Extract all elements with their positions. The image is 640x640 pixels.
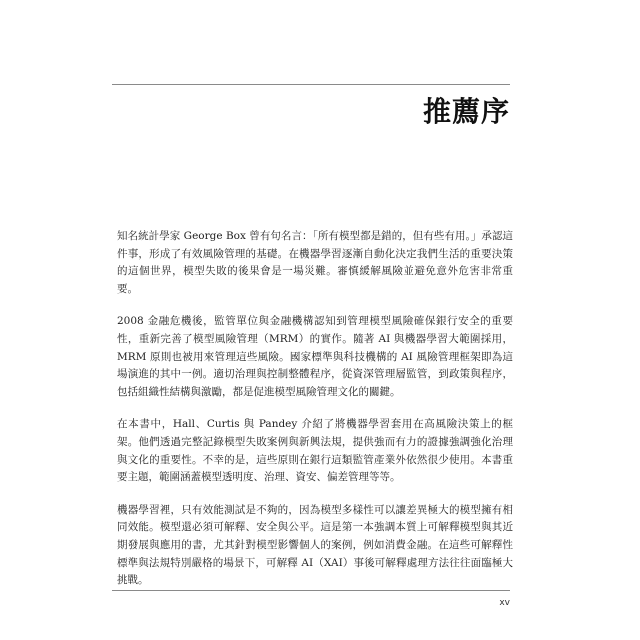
body-text	[117, 228, 513, 605]
paragraph: 在本書中，Hall、Curtis 與 Pandey 介紹了將機器學習套用在高風險決策上的框架。他們透過完整記錄模型失敗案例與新興法規，提供強而有力的證據強調強化治理與文化的重要性。不幸的是，這些原則在銀行這類監管產業外依然很少使用。本書重要主題，範圍涵蓋模型透明度、治理、資安、偏差管理等等。	[117, 418, 513, 484]
header-rule	[112, 84, 510, 85]
footer-rule	[112, 590, 510, 591]
page-title: 推薦序	[422, 95, 510, 128]
page-number: xv	[499, 598, 510, 608]
paragraph: 2008 金融危機後，監管單位與金融機構認知到管理模型風險確保銀行安全的重要性，重新完善了模型風險管理（MRM）的實作。隨著 AI 與機器學習大範圍採用，MRM 原則也被用來管理這些風險。國家標準與科技機構的 AI 風險管理框架即為這場演進的其中一例。適切治理與控制整體程序，從資深管理層監管，到政策與程序，包括組織性結構與激勵，都是促進模型風險管理文化的關鍵。	[117, 315, 514, 398]
paragraph: 機器學習裡，只有效能測試是不夠的，因為模型多樣性可以讓差異極大的模型擁有相同效能。模型還必須可解釋、安全與公平。這是第一本強調本質上可解釋模型與其近期發展與應用的書，尤其針對模型影響個人的案例，例如消費金融。在這些可解釋性標準與法規特別嚴格的場景下，可解釋 AI（XAI）事後可解釋處理方法往往面臨極大挑戰。	[117, 503, 513, 587]
paragraph: 知名統計學家 George Box 曾有句名言：「所有模型都是錯的，但有些有用。」承認這件事，形成了有效風險管理的基礎。在機器學習逐漸自動化決定我們生活的重要決策的這個世界，模型失敗的後果會是一場災難。審慎緩解風險並避免意外危害非常重要。	[117, 230, 513, 295]
